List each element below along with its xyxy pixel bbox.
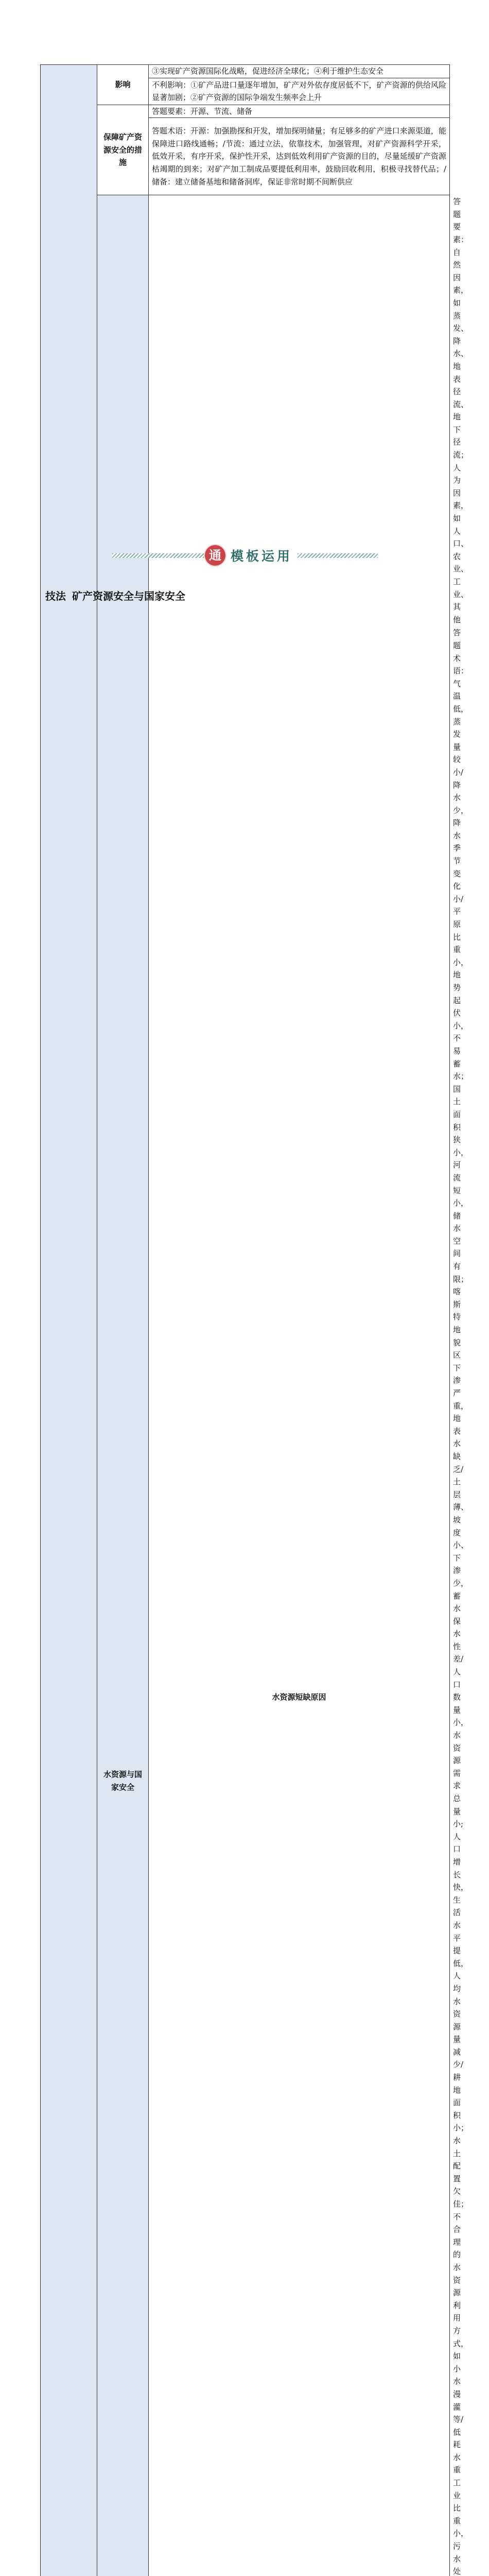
banner-stripe-right [298,553,378,558]
banner-stripe-left [112,553,204,558]
mineral-measures-row-2: 答题术语：开源：加强勘探和开发，增加探明储量；有足够多的矿产进口来源渠道，能保障进口路线通畅；/节流：通过立法，依靠技术，加强管理，对矿产资源科学开采，低效开采，有序开采，保护性开采，达到低效利用矿产资源的目的，尽量延缓矿产资源枯竭期的到来；对矿产加工制成品要提低利用率，鼓励回收利用，积极寻找替代品；/储备：建立储备基地和储备洞库，保证非常时期不间断供应 [149,118,450,195]
section-heading-prefix: 技法 [45,590,66,602]
impact-row-1: ③实现矿产资源国际化战略，促进经济全球化；④利于维护生态安全 [149,65,450,78]
mineral-measures-label: 保障矿产资源安全的措施 [97,105,149,195]
resource-security-table: 影响 ③实现矿产资源国际化战略，促进经济全球化；④利于维护生态安全 不利影响：①矿产品进口量逐年增加，矿产对外依存度居低不下，矿产资源的供给风险显著加剧；②矿产资源的国际争端发生频率会上升 保障矿产资源安全的措施 答题要素：开源、节流、储备 答题术语：开源：加强勘探和开发，增加探明储量；有足够多的矿产进口来源渠道，能保障进口路线通畅；/节流：通过立法，依靠技术，加强管理，对矿产资源科学开采，低效开采，有序开采，保护性开采，达到低效利用矿产资源的目的，尽量延缓矿产资源枯竭期的到来；对矿产加工制成品要提低利用率，鼓励回收利用，积极寻找替代品；/储备：建立储备基地和储备洞库，保证非常时期不间断供应 水资源与国家安全 水资源短缺原因 答题要素：自然因素，如蒸发、降水、地表径流、地下径流；人为因素，如人口、农业、工业、其他 答题术语：气温低，蒸发量较小/降水少，降水季节变化小/平原比重小，地势起伏小，不易蓄水；国土面积狭小，河流短小，储水空间有限；喀斯特地貌区下渗严重，地表水缺乏/土层薄、坡度小、下渗少，蓄水保水性差/人口数量小，水资源需求总量小;人口增长快，生活水平提低，人均水资源量减少/耕地面积小；水土配置欠佳；不合理的水资源利用方式，如小水漫灌等/低耗水重工业比重小，污水处 [40,64,450,2576]
water-group-label: 水资源与国家安全 [97,195,149,2576]
section-heading-title: 矿产资源安全与国家安全 [72,590,185,602]
impact-row-2: 不利影响：①矿产品进口量逐年增加，矿产对外依存度居低不下，矿产资源的供给风险显著加剧；②矿产资源的国际争端发生频率会上升 [149,78,450,105]
template-usage-banner [0,542,489,569]
section-heading [45,588,185,603]
mineral-group-cell [41,65,97,2576]
mineral-measures-row-1: 答题要素：开源、节流、储备 [149,105,450,118]
water-shortage-label: 水资源短缺原因 [149,195,450,2576]
banner-title: 模板运用 [231,546,292,565]
tong-badge-icon: 通 [205,545,225,566]
impact-label: 影响 [97,65,149,105]
